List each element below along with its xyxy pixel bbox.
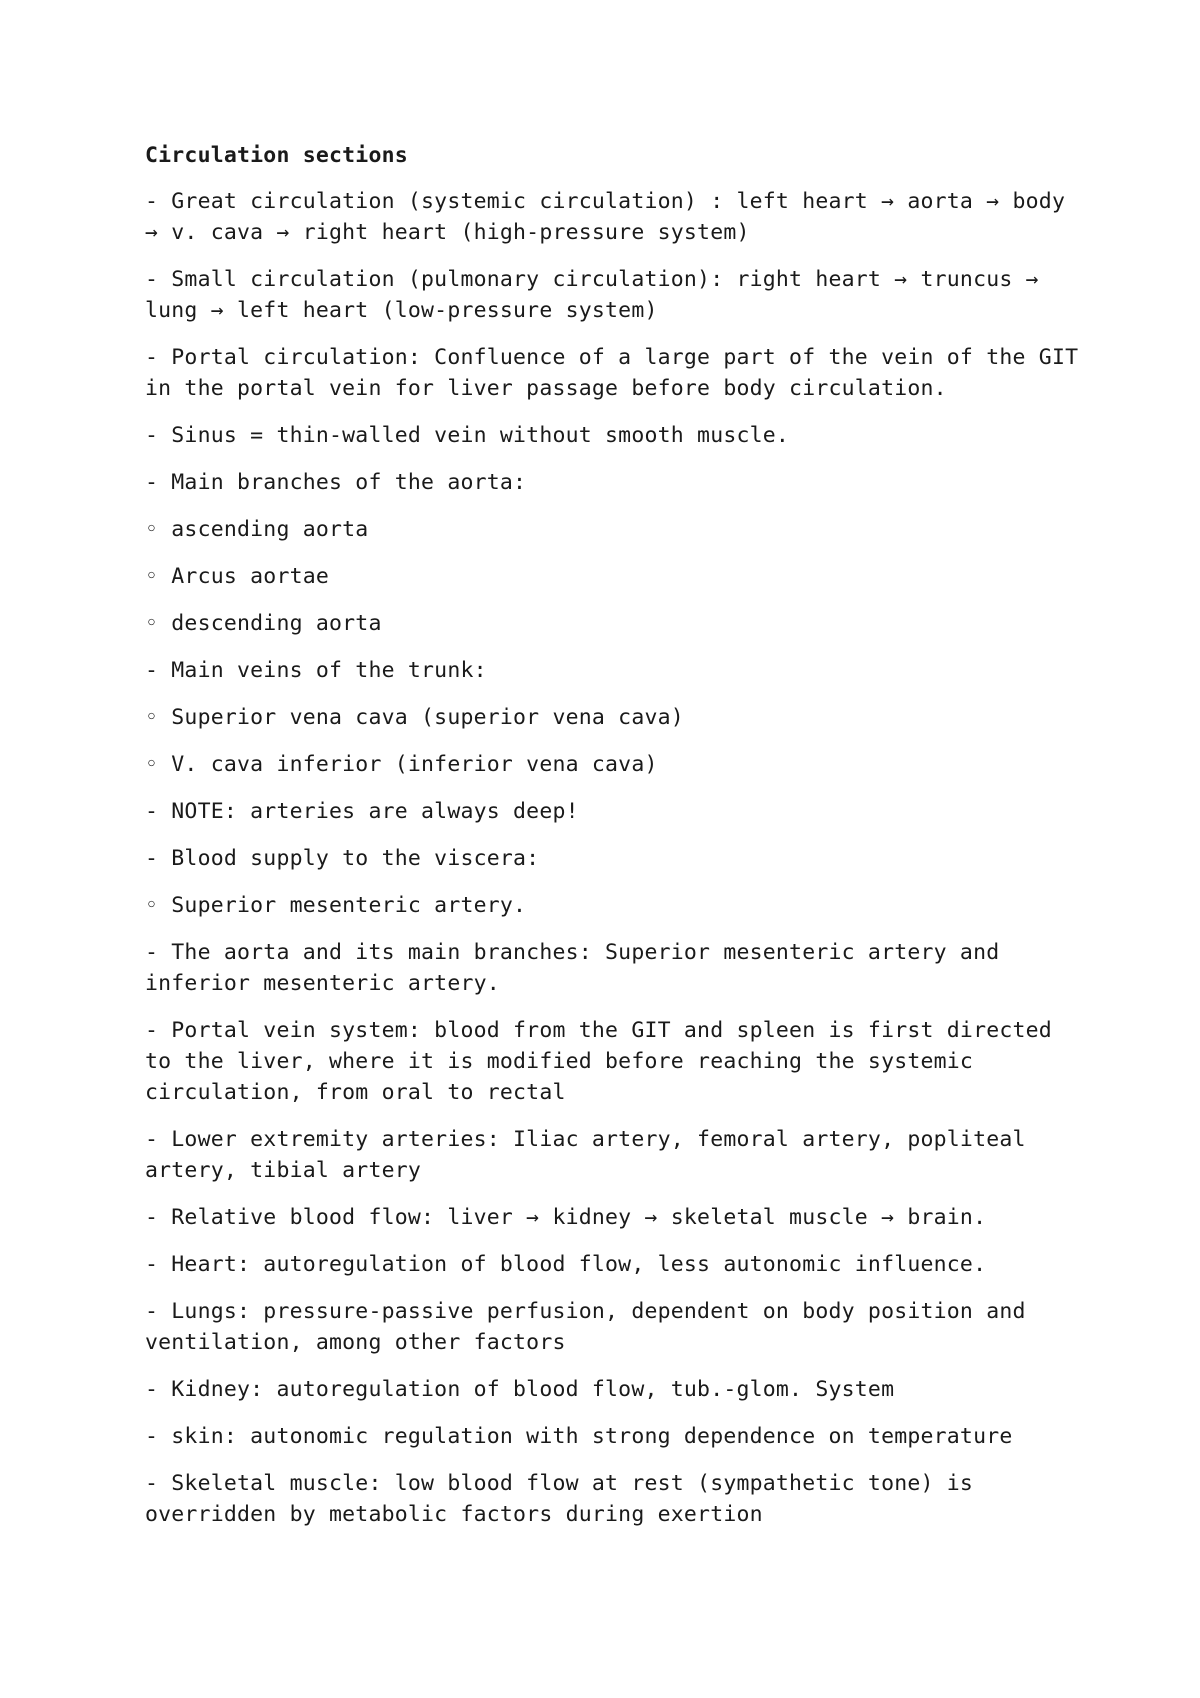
list-item-superior-mesenteric: ◦ Superior mesenteric artery. [145, 893, 527, 918]
list-item-inferior-vena-cava: ◦ V. cava inferior (inferior vena cava) [145, 752, 658, 777]
paragraph-kidney: - Kidney: autoregulation of blood flow, tub.-glom. System [145, 1377, 895, 1402]
list-item-descending-aorta: ◦ descending aorta [145, 611, 382, 636]
paragraph-viscera-supply: - Blood supply to the viscera: [145, 846, 540, 871]
paragraph-portal-circulation: - Portal circulation: Confluence of a large part of the vein of the GIT in the portal vein for liver passage before body circulation. [145, 345, 1079, 401]
list-item-superior-vena-cava: ◦ Superior vena cava (superior vena cava) [145, 705, 684, 730]
paragraph-lungs: - Lungs: pressure-passive perfusion, dependent on body position and ventilation, among other factors [145, 1299, 1026, 1355]
paragraph-heart: - Heart: autoregulation of blood flow, less autonomic influence. [145, 1252, 987, 1277]
paragraph-aorta-main-branches: - The aorta and its main branches: Superior mesenteric artery and inferior mesenteric artery. [145, 940, 1000, 996]
paragraph-sinus: - Sinus = thin-walled vein without smooth muscle. [145, 423, 790, 448]
paragraph-skin: - skin: autonomic regulation with strong dependence on temperature [145, 1424, 1013, 1449]
paragraph-small-circulation: - Small circulation (pulmonary circulation): right heart → truncus → lung → left heart (low-pressure system) [145, 267, 1039, 323]
paragraph-portal-vein-system: - Portal vein system: blood from the GIT and spleen is first directed to the liver, where it is modified before reaching the systemic circulation, from oral to rectal [145, 1018, 1052, 1105]
paragraph-skeletal-muscle: - Skeletal muscle: low blood flow at rest (sympathetic tone) is overridden by metabolic factors during exertion [145, 1471, 974, 1527]
paragraph-relative-flow: - Relative blood flow: liver → kidney → skeletal muscle → brain. [145, 1205, 987, 1230]
paragraph-list [145, 186, 1085, 1530]
list-item-arcus-aortae: ◦ Arcus aortae [145, 564, 330, 589]
paragraph-note-arteries: - NOTE: arteries are always deep! [145, 799, 579, 824]
paragraph-trunk-veins: - Main veins of the trunk: [145, 658, 487, 683]
paragraph-aorta-branches: - Main branches of the aorta: [145, 470, 527, 495]
document-page [145, 140, 1085, 1546]
list-item-ascending-aorta: ◦ ascending aorta [145, 517, 369, 542]
document-title: Circulation sections [145, 143, 408, 168]
paragraph-lower-extremity: - Lower extremity arteries: Iliac artery, femoral artery, popliteal artery, tibial artery [145, 1127, 1026, 1183]
paragraph-great-circulation: - Great circulation (systemic circulation) : left heart → aorta → body → v. cava → right heart (high-pressure system) [145, 189, 1066, 245]
